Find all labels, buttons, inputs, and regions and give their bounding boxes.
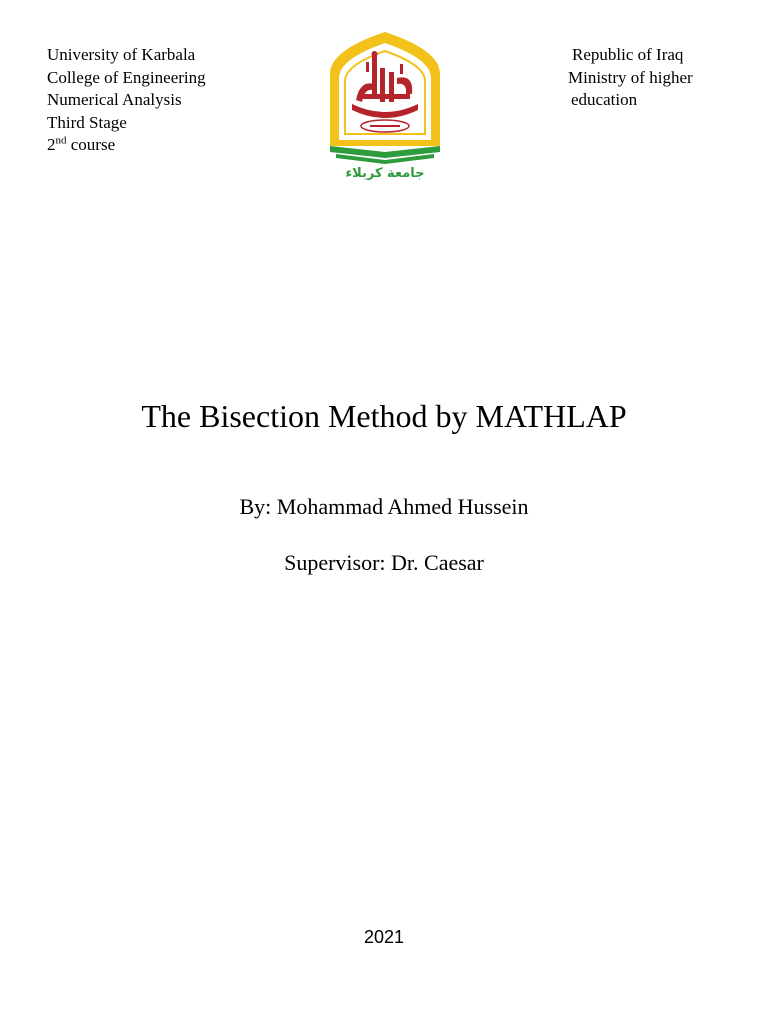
logo-arabic-text: جامعة كربلاء bbox=[345, 166, 425, 180]
author-line: By: Mohammad Ahmed Hussein bbox=[239, 494, 529, 519]
semester-ordinal-suffix: nd bbox=[55, 134, 67, 147]
semester-number: 2 bbox=[47, 135, 56, 154]
semester-label bbox=[47, 134, 206, 157]
university-name: University of Karbala bbox=[47, 45, 196, 64]
document-title: The Bisection Method by MATHLAP bbox=[141, 398, 627, 434]
stage-label: Third Stage bbox=[47, 112, 127, 132]
country-name: Republic of Iraq bbox=[572, 45, 684, 64]
college-name: College of Engineering bbox=[47, 67, 206, 87]
semester-text: course bbox=[66, 135, 116, 154]
institution-info bbox=[47, 44, 206, 157]
university-logo bbox=[322, 28, 448, 180]
ministry-info bbox=[568, 44, 693, 112]
ministry-name-continued: education bbox=[571, 90, 638, 109]
supervisor-line: Supervisor: Dr. Caesar bbox=[284, 550, 484, 575]
course-name: Numerical Analysis bbox=[47, 90, 182, 109]
document-year: 2021 bbox=[363, 927, 405, 947]
ministry-name: Ministry of higher bbox=[568, 67, 693, 87]
